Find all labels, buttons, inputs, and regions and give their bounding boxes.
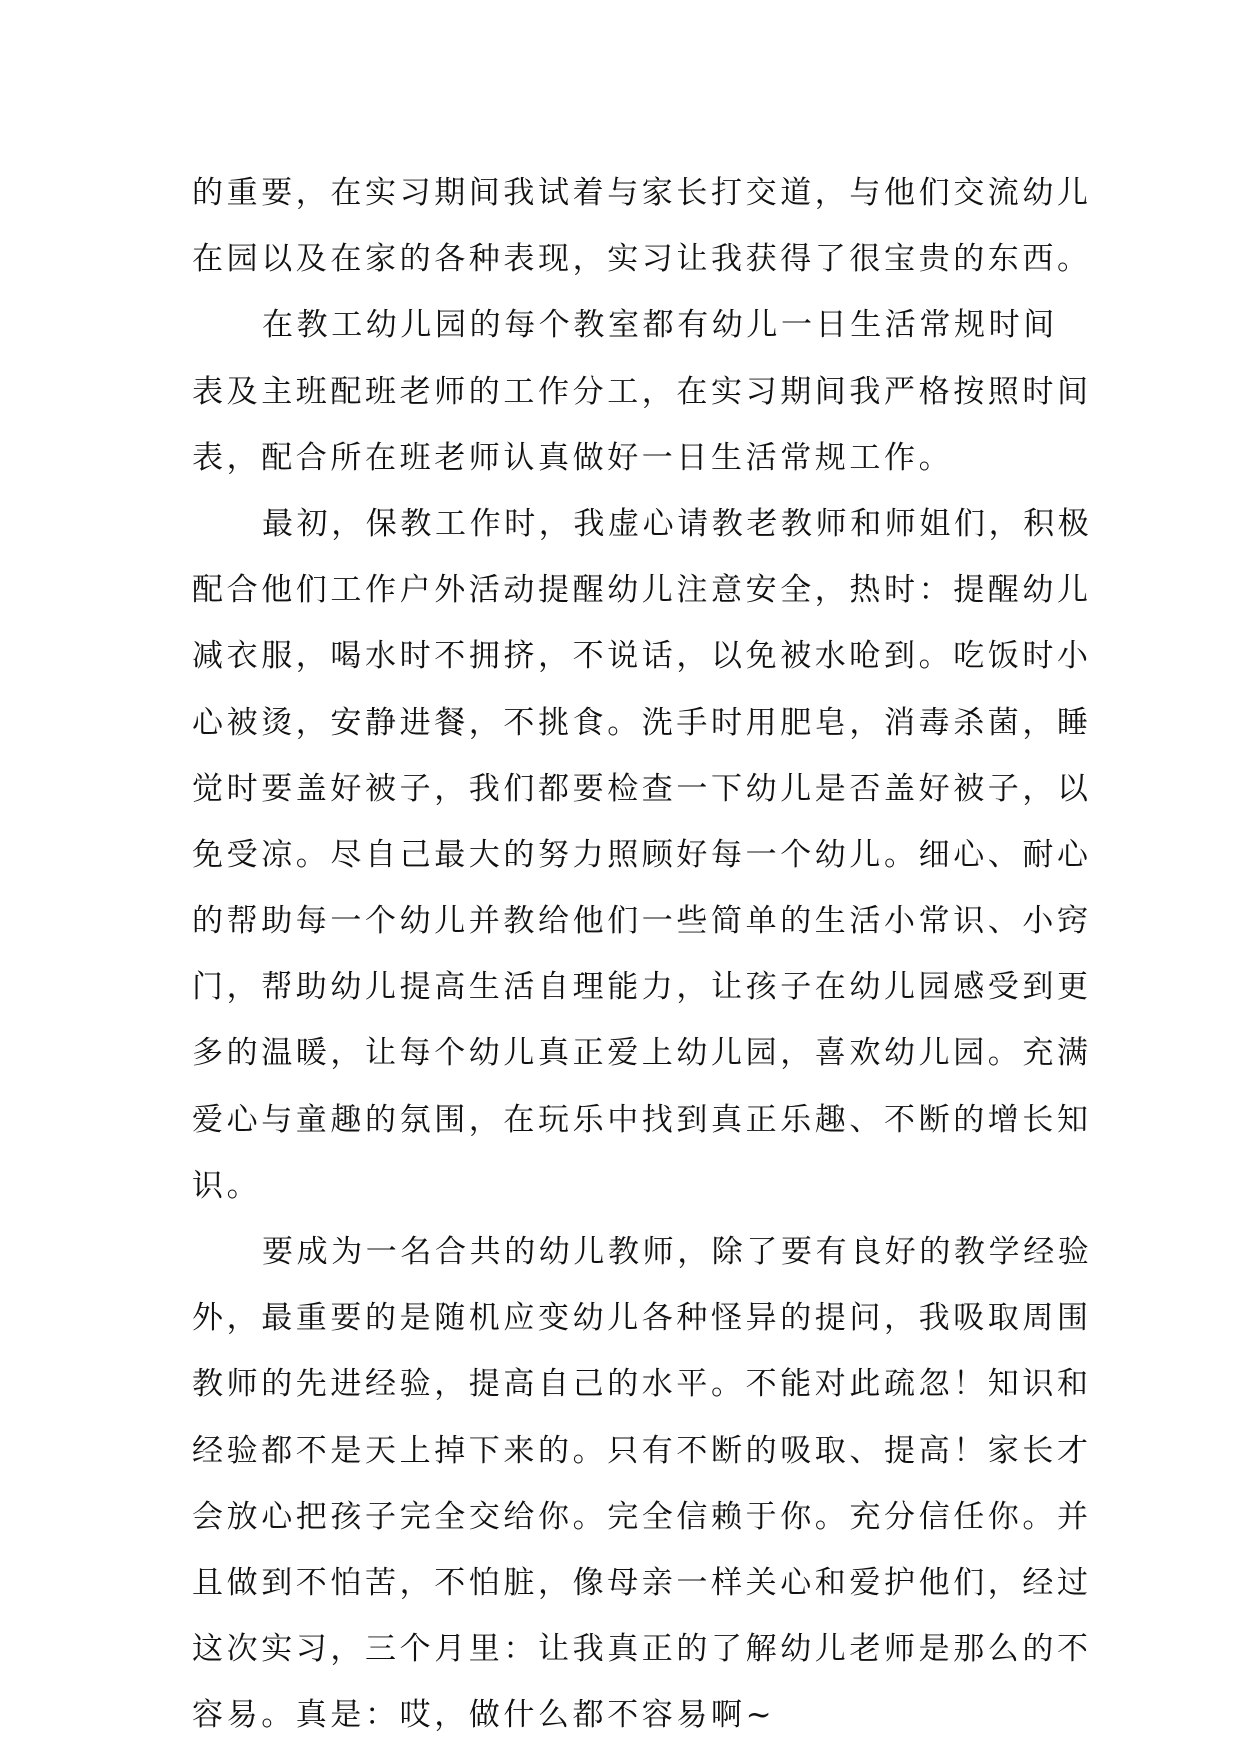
text-line: 外，最重要的是随机应变幼儿各种怪异的提问，我吸取周围 [192,1300,1092,1337]
text-line: 表，配合所在班老师认真做好一日生活常规工作。 [192,439,954,476]
text-line: 容易。真是：哎，做什么都不容易啊~ [192,1697,776,1734]
text-line: 且做到不怕苦，不怕脏，像母亲一样关心和爱护他们，经过 [192,1564,1092,1601]
text-line: 教师的先进经验，提高自己的水平。不能对此疏忽！知识和 [192,1366,1092,1403]
text-line: 多的温暖，让每个幼儿真正爱上幼儿园，喜欢幼儿园。充满 [192,1035,1092,1072]
text-line: 减衣服，喝水时不拥挤，不说话，以免被水呛到。吃饭时小 [192,638,1092,675]
text-line: 经验都不是天上掉下来的。只有不断的吸取、提高！家长才 [192,1432,1092,1469]
text-line: 最初，保教工作时，我虚心请教老教师和师姐们，积极 [262,505,1093,542]
text-line: 在教工幼儿园的每个教室都有幼儿一日生活常规时间 [262,307,1058,344]
text-line: 的帮助每一个幼儿并教给他们一些简单的生活小常识、小窍 [192,903,1092,940]
text-line: 会放心把孩子完全交给你。完全信赖于你。充分信任你。并 [192,1498,1092,1535]
text-line: 爱心与童趣的氛围，在玩乐中找到真正乐趣、不断的增长知 [192,1101,1092,1138]
text-line: 免受凉。尽自己最大的努力照顾好每一个幼儿。细心、耐心 [192,836,1092,873]
text-line: 这次实习，三个月里：让我真正的了解幼儿老师是那么的不 [192,1631,1092,1668]
text-line: 在园以及在家的各种表现，实习让我获得了很宝贵的东西。 [192,241,1092,278]
text-line: 门，帮助幼儿提高生活自理能力，让孩子在幼儿园感受到更 [192,969,1092,1006]
paragraph-3 [192,491,1093,1219]
paragraph-2 [192,292,1092,491]
text-line: 的重要，在实习期间我试着与家长打交道，与他们交流幼儿 [192,175,1092,211]
paragraph-4 [192,1219,1093,1749]
paragraph-1 [192,160,1092,292]
text-line: 配合他们工作户外活动提醒幼儿注意安全，热时：提醒幼儿 [192,572,1092,609]
text-line: 要成为一名合共的幼儿教师，除了要有良好的教学经验 [262,1234,1093,1270]
text-line: 识。 [192,1167,262,1204]
body-text [192,160,1093,1749]
text-line: 心被烫，安静进餐，不挑食。洗手时用肥皂，消毒杀菌，睡 [192,704,1092,741]
text-line: 表及主班配班老师的工作分工，在实习期间我严格按照时间 [192,373,1092,410]
text-line: 觉时要盖好被子，我们都要检查一下幼儿是否盖好被子，以 [192,770,1092,807]
